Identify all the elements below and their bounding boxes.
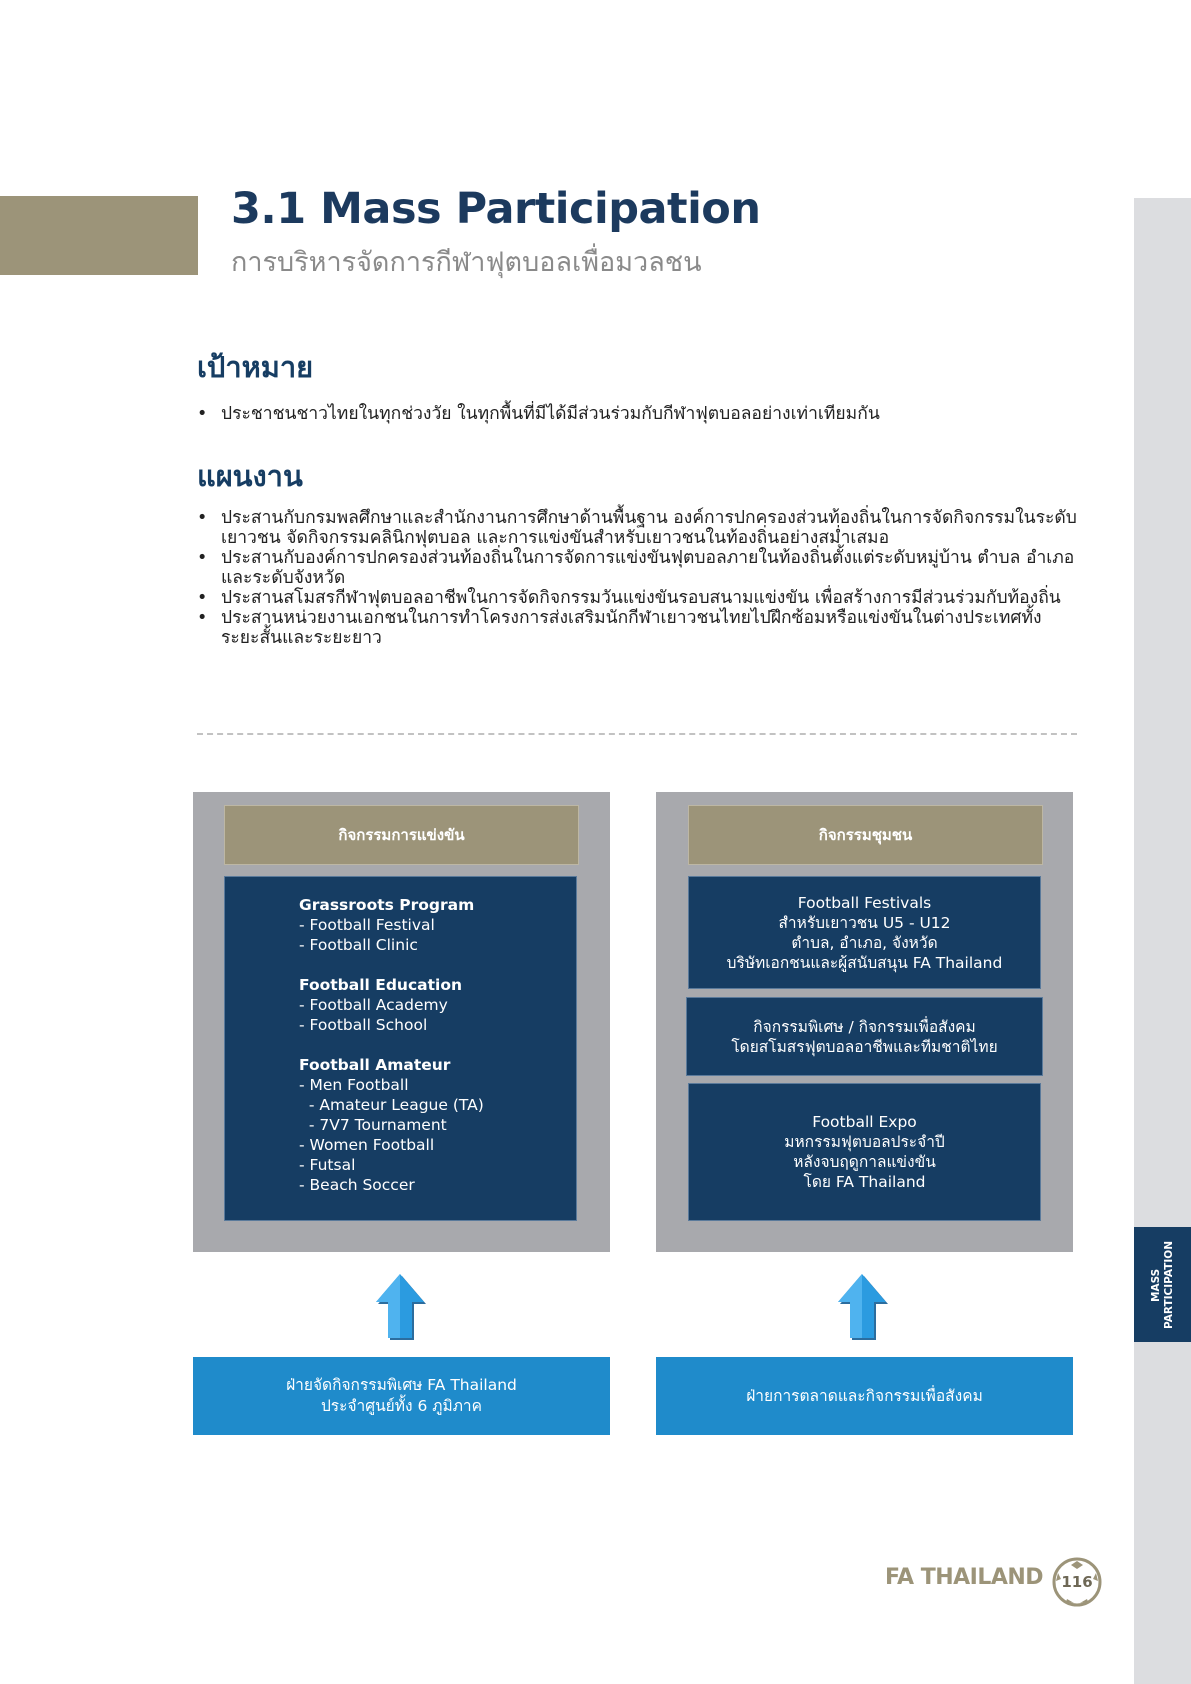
competition-heading: กิจกรรมการแข่งขัน — [224, 805, 579, 865]
section-side-tab-label: MASS PARTICIPATION — [1149, 1240, 1175, 1329]
football-expo-box — [688, 1083, 1041, 1221]
dashed-divider — [197, 733, 1077, 735]
competition-program-list — [224, 876, 577, 1221]
football-festivals-box — [688, 876, 1041, 989]
page-number: 116 — [1061, 1573, 1093, 1591]
page-subtitle: การบริหารจัดการกีฬาฟุตบอลเพื่อมวลชน — [231, 247, 702, 278]
box-line: ตำบล, อำเภอ, จังหวัด — [791, 933, 938, 952]
box-line: กิจกรรมพิเศษ / กิจกรรมเพื่อสังคม — [753, 1017, 976, 1036]
program-item: - Football Festival — [299, 916, 435, 934]
program-item: - Men Football — [299, 1076, 409, 1094]
box-line: บริษัทเอกชนและผู้สนับสนุน FA Thailand — [726, 953, 1003, 972]
marketing-csr-department — [656, 1357, 1073, 1435]
box-line: โดยสโมสรฟุตบอลอาชีพและทีมชาติไทย — [731, 1037, 998, 1056]
page-title: 3.1 Mass Participation — [231, 184, 761, 234]
box-line: โดย FA Thailand — [803, 1173, 926, 1191]
box-line: มหกรรมฟุตบอลประจำปี — [784, 1133, 945, 1151]
arrow-up-icon — [374, 1274, 426, 1340]
program-group-title: Football Amateur — [299, 1056, 451, 1074]
special-events-department — [193, 1357, 610, 1435]
section-side-tab-label-wrap — [1134, 1227, 1191, 1342]
box-line: Football Expo — [812, 1113, 917, 1131]
box-line: หลังจบฤดูกาลแข่งขัน — [793, 1153, 936, 1171]
program-item: - Football Academy — [299, 996, 448, 1014]
program-item: - Football School — [299, 1016, 428, 1034]
program-group-title: Grassroots Program — [299, 896, 475, 914]
footer-brand: FA THAILAND — [885, 1565, 1044, 1590]
side-strip — [1134, 198, 1191, 1684]
program-item: - 7V7 Tournament — [299, 1116, 447, 1134]
goal-list — [197, 404, 1077, 424]
goal-item: • ประชาชนชาวไทยในทุกช่วงวัย ในทุกพื้นที่มีได้มีส่วนร่วมกับกีฬาฟุตบอลอย่างเท่าเทียมกัน — [197, 404, 1077, 424]
program-group-title: Football Education — [299, 976, 463, 994]
goal-heading: เป้าหมาย — [197, 350, 314, 384]
plan-list — [197, 508, 1077, 648]
program-item: - Women Football — [299, 1136, 435, 1154]
box-line: Football Festivals — [797, 893, 932, 912]
program-item: - Football Clinic — [299, 936, 418, 954]
department-label: ฝ่ายการตลาดและกิจกรรมเพื่อสังคม — [746, 1386, 983, 1405]
special-activities-box — [686, 997, 1043, 1076]
program-item: - Amateur League (TA) — [299, 1096, 484, 1114]
arrow-up-icon — [836, 1274, 888, 1340]
plan-item: • ประสานกับองค์การปกครองส่วนท้องถิ่นในการจัดการแข่งขันฟุตบอลภายในท้องถิ่นตั้งแต่ระดับหมู่บ้าน ตำบล อำเภอและระดับจังหวัด — [197, 548, 1077, 588]
plan-item: • ประสานกับกรมพลศึกษาและสำนักงานการศึกษาด้านพื้นฐาน องค์การปกครองส่วนท้องถิ่นในการจัดกิจกรรมในระดับเยาวชน จัดกิจกรรมคลินิกฟุตบอล และการแข่งขันสำหรับเยาวชนในท้องถิ่นอย่างสม่ำเสมอ — [197, 508, 1077, 548]
plan-item: • ประสานสโมสรกีฬาฟุตบอลอาชีพในการจัดกิจกรรมวันแข่งขันรอบสนามแข่งขัน เพื่อสร้างการมีส่วนร่วมกับท้องถิ่น — [197, 588, 1077, 608]
community-heading: กิจกรรมชุมชน — [688, 805, 1043, 865]
program-item: - Futsal — [299, 1156, 356, 1174]
box-line: สำหรับเยาวชน U5 - U12 — [778, 913, 951, 932]
department-label: ฝ่ายจัดกิจกรรมพิเศษ FA Thailand ประจำศูนย์ทั้ง 6 ภูมิภาค — [286, 1376, 517, 1415]
program-item: - Beach Soccer — [299, 1176, 415, 1194]
plan-item: • ประสานหน่วยงานเอกชนในการทำโครงการส่งเสริมนักกีฬาเยาวชนไทยไปฝึกซ้อมหรือแข่งขันในต่างประเทศทั้งระยะสั้นและระยะยาว — [197, 608, 1077, 648]
header-accent-bar — [0, 196, 198, 275]
plan-heading: แผนงาน — [197, 459, 303, 493]
